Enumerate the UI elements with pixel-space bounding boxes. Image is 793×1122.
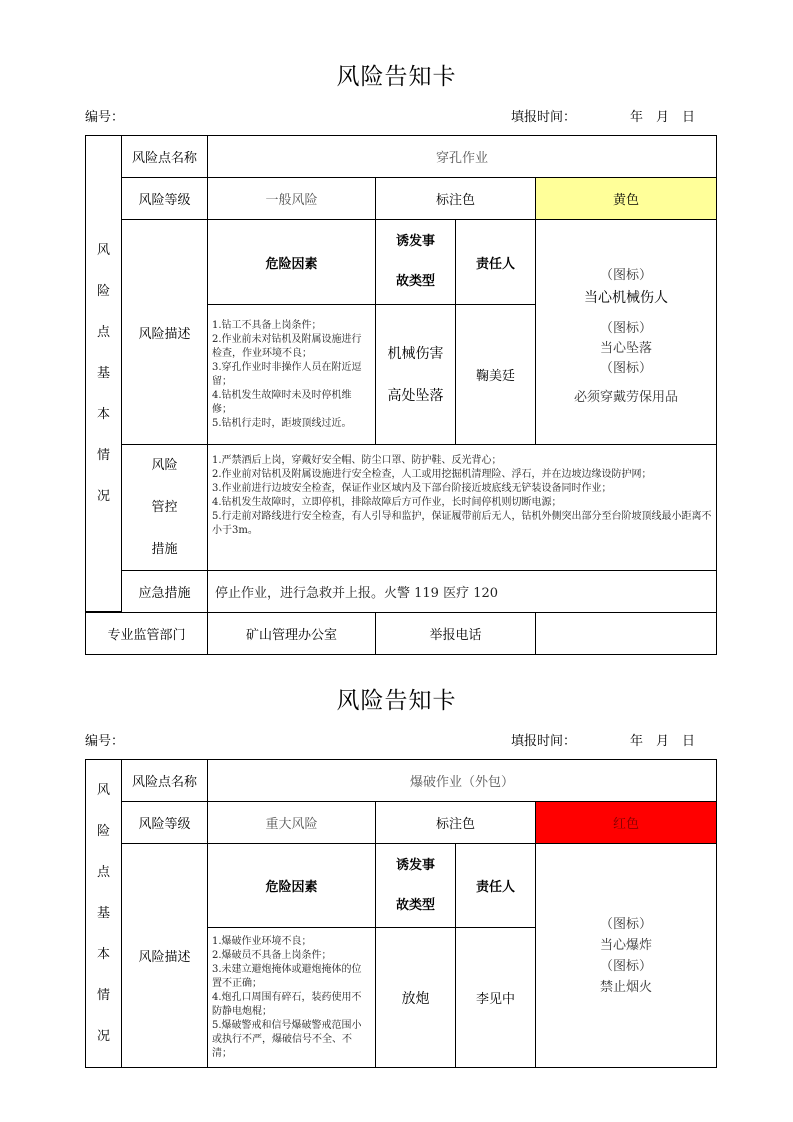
- number-label: 编号：: [85, 110, 125, 125]
- hazard-factor-item: 2.爆破员不具备上岗条件；: [212, 949, 332, 961]
- hazard-factor-item: 2.作业前未对钻机及附属设施进行检查，作业环境不良；: [212, 333, 362, 359]
- sign-text: 必须穿戴劳保用品: [573, 390, 678, 405]
- risk-description-label: 风险描述: [121, 219, 208, 445]
- accident-types-cell: 放炮: [375, 927, 456, 1068]
- department-label: 专业监管部门: [85, 612, 208, 655]
- accident-type-item: 高处坠落: [387, 387, 444, 404]
- hazard-factors-list: [207, 927, 376, 1068]
- safety-signs-cell: [535, 843, 717, 1068]
- card-title: 风险告知卡: [336, 688, 457, 714]
- side-char: 风: [96, 783, 110, 798]
- control-measure-item: 4.钻机发生故障时，立即停机，排除故障后方可作业，长时间停机则切断电源；: [212, 497, 562, 508]
- side-char: 风: [96, 243, 110, 258]
- side-char: 险: [96, 284, 110, 299]
- hazard-factor-item: 1.钻工不具备上岗条件；: [212, 319, 322, 331]
- mark-color-value: 黄色: [535, 177, 717, 220]
- side-char: 况: [96, 1029, 110, 1044]
- hazard-factor-item: 1.爆破作业环境不良；: [212, 935, 312, 947]
- control-measures-list: [207, 444, 717, 571]
- control-label-line: 风险: [151, 457, 178, 473]
- card-title: 风险告知卡: [336, 64, 457, 90]
- day-label: 日: [682, 734, 696, 749]
- risk-level-label: 风险等级: [121, 177, 208, 220]
- sign-icon-placeholder: （图标）: [599, 958, 652, 974]
- safety-signs-cell: [535, 219, 717, 445]
- control-measure-item: 5.行走前对路线进行安全检查，有人引导和监护，保证履带前后无人，钻机外侧突出部分至台阶坡顶线最小距离不小于3m。: [212, 511, 712, 536]
- sign-icon-placeholder: （图标）: [599, 916, 652, 932]
- risk-level-label: 风险等级: [121, 801, 208, 844]
- risk-level-value: 重大风险: [207, 801, 376, 844]
- side-label-basic-info: [85, 759, 122, 1068]
- control-measure-item: 1.严禁酒后上岗，穿戴好安全帽、防尘口罩、防护鞋、反光背心；: [212, 455, 502, 466]
- sign-text: 当心机械伤人: [584, 290, 668, 306]
- side-char: 点: [96, 865, 110, 880]
- sign-icon-placeholder: （图标）: [599, 361, 652, 376]
- accident-type-header-line: 故类型: [395, 274, 435, 289]
- month-label: 月: [656, 110, 670, 125]
- risk-point-name-value: 爆破作业（外包）: [207, 759, 717, 802]
- year-label: 年: [630, 110, 644, 125]
- risk-point-name-label: 风险点名称: [121, 135, 208, 178]
- side-label-basic-info: [85, 135, 122, 612]
- responsible-header: 责任人: [455, 843, 536, 928]
- side-char: 况: [96, 489, 110, 504]
- report-date: [511, 730, 696, 749]
- emergency-measures-value: 停止作业，进行急救并上报。火警 119 医疗 120: [207, 570, 717, 613]
- responsible-person-value: 李见中: [455, 927, 536, 1068]
- accident-type-header-line: 故类型: [395, 897, 435, 913]
- side-char: 情: [96, 448, 110, 463]
- date-fields: [630, 106, 708, 125]
- day-label: 日: [682, 110, 696, 125]
- side-char: 基: [96, 366, 110, 381]
- accident-types-cell: [375, 304, 456, 445]
- report-phone-value: [535, 612, 717, 655]
- number-label: 编号：: [85, 734, 125, 749]
- side-char: 本: [96, 947, 110, 962]
- side-char: 点: [96, 325, 110, 340]
- sign-text: 当心坠落: [599, 341, 652, 356]
- date-label: 填报时间：: [511, 734, 577, 749]
- mark-color-label: 标注色: [375, 177, 536, 220]
- sign-icon-placeholder: （图标）: [599, 321, 652, 336]
- control-measure-item: 3.作业前进行边坡安全检查，保证作业区域内及下部台阶接近坡底线无铲装设备同时作业；: [212, 483, 612, 494]
- mark-color-label: 标注色: [375, 801, 536, 844]
- report-date: [511, 106, 696, 125]
- side-char: 险: [96, 824, 110, 839]
- hazard-factor-item: 5.爆破警戒和信号爆破警戒范围小或执行不严，爆破信号不全、不清；: [212, 1019, 362, 1059]
- control-measure-item: 2.作业前对钻机及附属设施进行安全检查，人工或用挖掘机清理险、浮石，并在边坡边缘设防护网；: [212, 469, 652, 480]
- sign-icon-placeholder: （图标）: [599, 268, 652, 283]
- accident-type-header-line: 诱发事: [395, 234, 435, 249]
- year-label: 年: [630, 734, 644, 749]
- accident-type-header-line: 诱发事: [395, 857, 435, 873]
- responsible-person-value: 鞠美廷: [455, 304, 536, 445]
- hazard-factor-item: 5.钻机行走时，距坡顶线过近。: [212, 417, 352, 429]
- accident-type-header: [375, 843, 456, 928]
- department-value: 矿山管理办公室: [207, 612, 376, 655]
- control-measures-label: [121, 444, 208, 571]
- hazard-factor-item: 3.未建立避炮掩体或避炮掩体的位置不正确；: [212, 963, 362, 989]
- hazard-factors-header: 危险因素: [207, 219, 376, 305]
- control-label-line: 管控: [151, 499, 178, 515]
- hazard-factors-header: 危险因素: [207, 843, 376, 928]
- date-label: 填报时间：: [511, 110, 577, 125]
- month-label: 月: [656, 734, 670, 749]
- hazard-factors-list: [207, 304, 376, 445]
- date-fields: [630, 730, 708, 749]
- risk-point-name-label: 风险点名称: [121, 759, 208, 802]
- accident-type-item: 机械伤害: [387, 345, 444, 362]
- report-phone-label: 举报电话: [375, 612, 536, 655]
- risk-description-label: 风险描述: [121, 843, 208, 1068]
- emergency-measures-label: 应急措施: [121, 570, 208, 613]
- hazard-factor-item: 4.钻机发生故障时未及时停机维修；: [212, 389, 352, 415]
- control-label-line: 措施: [151, 541, 178, 557]
- side-char: 情: [96, 988, 110, 1003]
- risk-point-name-value: 穿孔作业: [207, 135, 717, 178]
- sign-text: 禁止烟火: [599, 979, 652, 995]
- responsible-header: 责任人: [455, 219, 536, 305]
- accident-type-header: [375, 219, 456, 305]
- mark-color-value: 红色: [535, 801, 717, 844]
- sign-text: 当心爆炸: [599, 937, 652, 953]
- hazard-factor-item: 4.炮孔口周围有碎石，装药使用不防静电炮棍；: [212, 991, 362, 1017]
- risk-level-value: 一般风险: [207, 177, 376, 220]
- hazard-factor-item: 3.穿孔作业时非操作人员在附近逗留；: [212, 361, 362, 387]
- side-char: 本: [96, 407, 110, 422]
- side-char: 基: [96, 906, 110, 921]
